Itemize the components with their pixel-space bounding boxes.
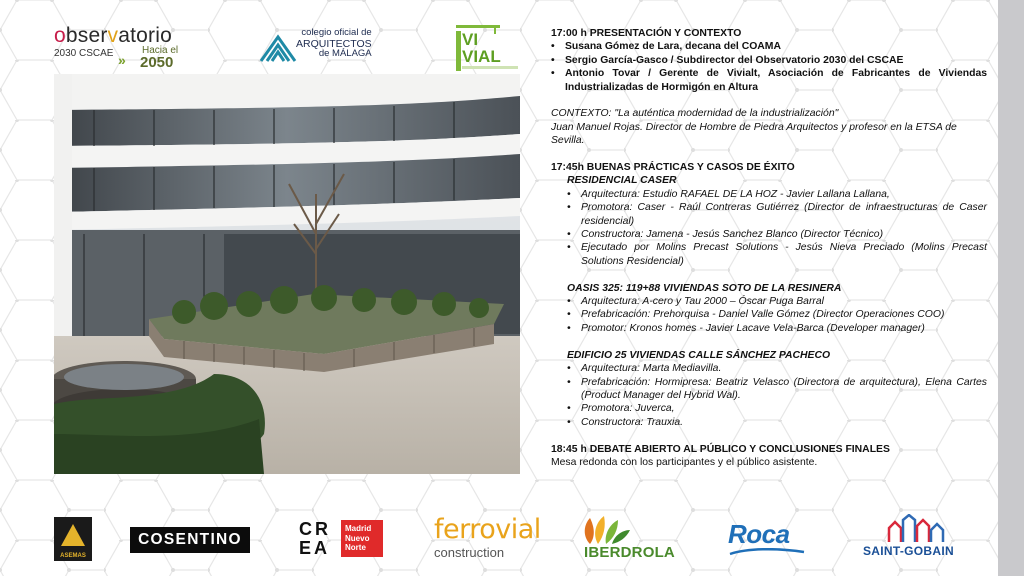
case-item: Constructora: Trauxia. bbox=[581, 416, 684, 428]
vivialt-logo bbox=[454, 23, 524, 73]
bullet: • bbox=[567, 376, 571, 388]
case-item: Prefabricación: Prehorquisa - Daniel Valle Gómez (Director Operaciones COO) bbox=[581, 309, 945, 321]
ferrovial-sub: construction bbox=[434, 545, 505, 560]
bullet: • bbox=[567, 296, 571, 308]
bullet: • bbox=[551, 68, 555, 80]
list-item bbox=[551, 308, 987, 321]
case-item: Ejecutado por Molins Precast Solutions - Jesús Nieva Preciado (Molins Precast Solutions Residencial) bbox=[581, 242, 987, 267]
event-program bbox=[551, 27, 987, 469]
context-title: CONTEXTO: "La auténtica modernidad de la industrialización" bbox=[551, 108, 839, 120]
list-item bbox=[551, 201, 987, 228]
bullet: • bbox=[551, 41, 555, 53]
list-item bbox=[551, 241, 987, 268]
section-debate-title: 18:45 h DEBATE ABIERTO AL PÚBLICO Y CONCLUSIONES FINALES bbox=[551, 443, 890, 455]
coam-line1: colegio oficial de bbox=[301, 27, 372, 38]
case-oasis-title: OASIS 325: 119+88 VIVIENDAS SOTO DE LA RESINERA bbox=[567, 282, 842, 294]
observatorio-year: 2050 bbox=[140, 54, 174, 71]
list-item bbox=[551, 376, 987, 403]
case-item: Promotora: Juverca, bbox=[581, 403, 675, 415]
saint-gobain-name: SAINT-GOBAIN bbox=[863, 544, 954, 558]
list-item bbox=[551, 322, 987, 335]
bullet: • bbox=[567, 202, 571, 214]
observatorio-subtitle: 2030 CSCAE bbox=[54, 48, 114, 59]
speaker-3: Antonio Tovar / Gerente de Vivialt, Asociación de Fabricantes de Viviendas Industrializadas de Hormigón en Altura bbox=[565, 68, 987, 93]
coam-line2: ARQUITECTOS bbox=[296, 37, 372, 50]
observatorio-title: observatorio bbox=[54, 24, 172, 47]
courtyard-illustration bbox=[54, 74, 520, 474]
ferrovial-logo bbox=[434, 516, 541, 560]
bullet: • bbox=[567, 403, 571, 415]
case-item: Promotora: Caser - Raúl Contreras Gutiérrez (Director de infraestructuras de Caser residencial) bbox=[581, 202, 987, 227]
vivialt-text: VI VIAL bbox=[462, 30, 501, 66]
debate-text: Mesa redonda con los participantes y el público asistente. bbox=[551, 456, 818, 468]
observatorio-hacia: Hacia el bbox=[142, 45, 179, 56]
roca-underline-icon bbox=[728, 548, 806, 556]
saint-gobain-logo bbox=[863, 514, 969, 562]
list-item bbox=[551, 67, 987, 94]
coam-text bbox=[296, 28, 372, 60]
bullet: • bbox=[567, 363, 571, 375]
observatorio-logo bbox=[54, 25, 189, 69]
list-item bbox=[551, 362, 987, 375]
double-chevron-icon: » bbox=[118, 52, 126, 68]
bullet: • bbox=[567, 416, 571, 428]
bullet: • bbox=[567, 309, 571, 321]
ferrovial-name: ferrovial bbox=[434, 514, 541, 545]
case-caser-title: RESIDENCIAL CASER bbox=[567, 175, 677, 187]
crea-text: CR EA bbox=[299, 519, 331, 558]
bullet: • bbox=[551, 54, 555, 66]
list-item bbox=[551, 295, 987, 308]
context-text: Juan Manuel Rojas. Director de Hombre de Piedra Arquitectos y profesor en la ETSA de Sevilla. bbox=[551, 121, 957, 147]
bullet: • bbox=[567, 242, 571, 254]
list-item bbox=[551, 228, 987, 241]
iberdrola-name: IBERDROLA bbox=[584, 544, 675, 561]
list-item bbox=[551, 416, 987, 429]
crea-logo bbox=[299, 519, 372, 558]
asemas-logo bbox=[54, 517, 92, 561]
coam-logo bbox=[258, 27, 373, 67]
cosentino-logo: COSENTINO bbox=[130, 527, 250, 553]
asemas-label: ASEMAS bbox=[60, 553, 86, 559]
house-icon bbox=[258, 31, 298, 65]
list-item bbox=[551, 188, 987, 201]
case-item: Prefabricación: Hormipresa: Beatriz Velasco (Directora de arquitectura), Elena Cartes (Product Manager del Hybrid Wal). bbox=[581, 376, 987, 401]
case-item: Constructora: Jamena - Jesús Sanchez Blanco (Director Técnico) bbox=[581, 229, 884, 241]
case-item: Arquitectura: Estudio RAFAEL DE LA HOZ - Javier Lallana Lallana, bbox=[581, 188, 890, 200]
section-buenas-practicas-title: 17:45h BUENAS PRÁCTICAS Y CASOS DE ÉXITO bbox=[551, 162, 795, 174]
section-presentacion-title: 17:00 h PRESENTACIÓN Y CONTEXTO bbox=[551, 28, 742, 39]
bullet: • bbox=[567, 188, 571, 200]
list-item bbox=[551, 40, 987, 53]
case-item: Promotor: Kronos homes - Javier Lacave Vela-Barca (Developer manager) bbox=[581, 322, 925, 334]
bullet: • bbox=[567, 229, 571, 241]
list-item bbox=[551, 54, 987, 67]
case-item: Arquitectura: A-cero y Tau 2000 – Óscar Puga Barral bbox=[581, 296, 824, 308]
skyline-icon bbox=[881, 514, 951, 544]
right-side-bar bbox=[998, 0, 1024, 576]
speaker-2: Sergio García-Gasco / Subdirector del Observatorio 2030 del CSCAE bbox=[565, 54, 904, 66]
speaker-1: Susana Gómez de Lara, decana del COAMA bbox=[565, 41, 781, 53]
roca-name: Roca bbox=[728, 519, 790, 549]
case-sanchez-pacheco-title: EDIFICIO 25 VIVIENDAS CALLE SÁNCHEZ PACHECO bbox=[567, 349, 831, 361]
roca-logo bbox=[728, 520, 806, 554]
madrid-nuevo-norte-box: Madrid Nuevo Norte bbox=[341, 520, 383, 557]
building-courtyard-photo bbox=[54, 74, 520, 474]
leaves-icon bbox=[580, 514, 640, 546]
list-item bbox=[551, 402, 987, 415]
case-item: Arquitectura: Marta Mediavilla. bbox=[581, 363, 722, 375]
bullet: • bbox=[567, 322, 571, 334]
coam-line3: de MÁLAGA bbox=[318, 48, 372, 59]
triangle-icon bbox=[54, 521, 92, 551]
iberdrola-logo bbox=[578, 514, 678, 564]
